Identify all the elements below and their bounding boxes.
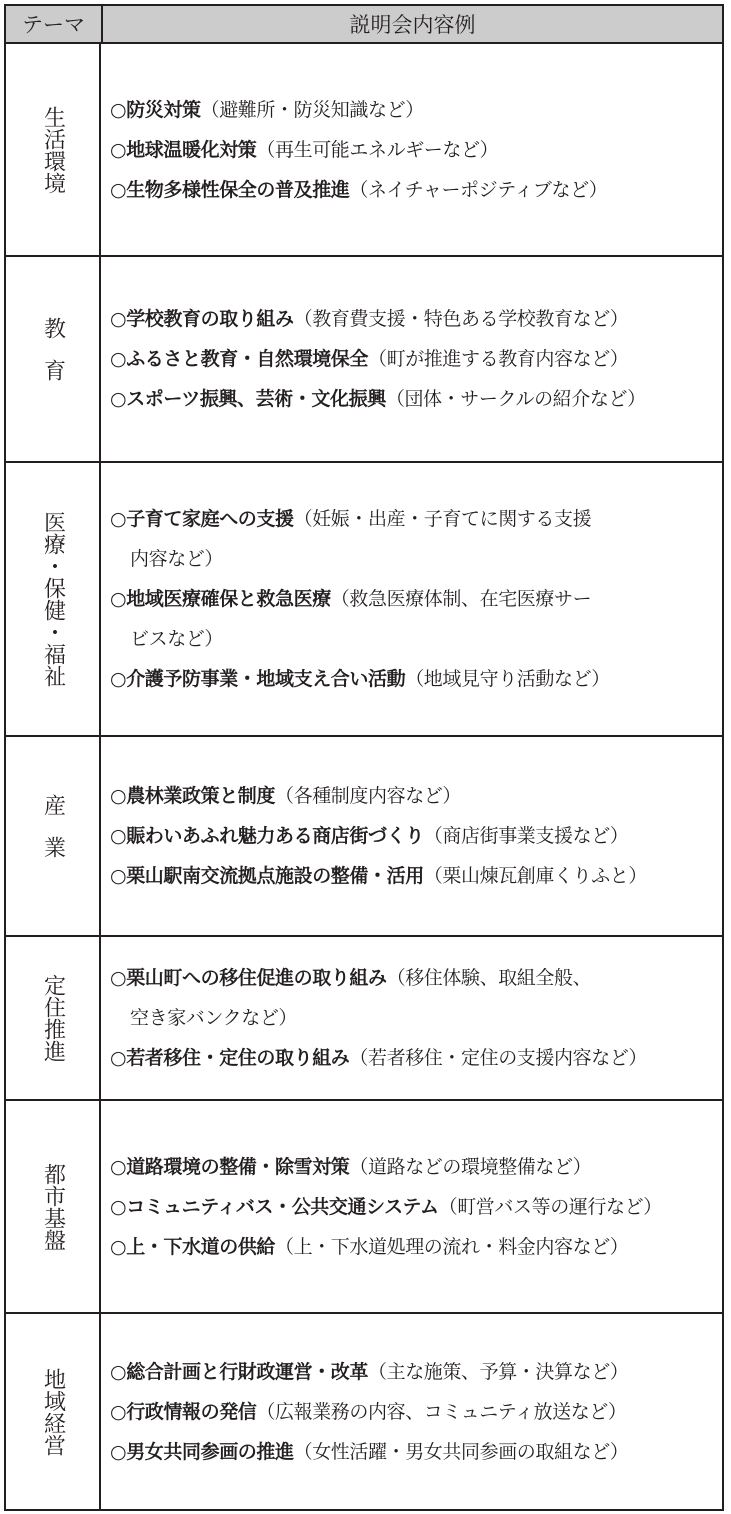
item-detail: （団体・サークルの紹介など） bbox=[385, 388, 646, 410]
list-item bbox=[110, 339, 722, 379]
circle-mark: ○ bbox=[110, 138, 127, 161]
content-cell bbox=[101, 463, 722, 735]
circle-mark: ○ bbox=[110, 1047, 127, 1069]
theme-cell bbox=[6, 1101, 101, 1312]
item-title: 地域医療確保と救急医療 bbox=[126, 588, 331, 610]
item-title: 栗山町への移住促進の取り組み bbox=[126, 967, 387, 989]
item-title: 若者移住・定住の取り組み bbox=[126, 1047, 350, 1069]
item-detail: （主な施策、予算・決算など） bbox=[368, 1360, 629, 1383]
content-cell bbox=[101, 1101, 722, 1312]
list-item bbox=[110, 1392, 722, 1432]
item-title: 防災対策 bbox=[126, 98, 201, 121]
header-examples: 説明会内容例 bbox=[349, 13, 476, 37]
list-item bbox=[110, 1187, 722, 1227]
theme-label: 地域経営 bbox=[40, 1367, 66, 1456]
list-item bbox=[110, 299, 722, 339]
table-row bbox=[4, 1314, 724, 1511]
item-detail: （各種制度内容など） bbox=[275, 785, 462, 807]
item-title: 学校教育の取り組み bbox=[126, 308, 294, 330]
theme-cell bbox=[6, 937, 101, 1099]
circle-mark: ○ bbox=[110, 388, 127, 410]
header-theme: テーマ bbox=[6, 6, 103, 42]
content-cell bbox=[101, 257, 722, 461]
circle-mark: ○ bbox=[110, 967, 127, 989]
circle-mark: ○ bbox=[110, 1155, 127, 1178]
theme-cell bbox=[6, 463, 101, 735]
theme-cell bbox=[6, 737, 101, 935]
circle-mark: ○ bbox=[110, 825, 127, 847]
circle-mark: ○ bbox=[110, 348, 127, 370]
list-item bbox=[110, 816, 722, 856]
theme-label: 産業 bbox=[40, 794, 66, 878]
list-item bbox=[110, 90, 722, 130]
item-detail: （妊娠・出産・子育てに関する支援 bbox=[293, 508, 592, 530]
list-item bbox=[110, 1432, 722, 1472]
item-title: 子育て家庭への支援 bbox=[126, 508, 294, 530]
item-detail: （教育費支援・特色ある学校教育など） bbox=[293, 308, 629, 330]
list-item bbox=[110, 499, 722, 579]
item-detail-continued: 空き家バンクなど） bbox=[130, 1007, 298, 1029]
item-title: 栗山駅南交流拠点施設の整備・活用 bbox=[126, 865, 424, 887]
circle-mark: ○ bbox=[110, 1400, 127, 1423]
item-detail: （ネイチャーポジティブなど） bbox=[349, 178, 608, 201]
circle-mark: ○ bbox=[110, 1235, 127, 1258]
list-item bbox=[110, 130, 722, 170]
list-item bbox=[110, 1147, 722, 1187]
table-row bbox=[4, 1101, 724, 1314]
circle-mark: ○ bbox=[110, 98, 127, 121]
list-item bbox=[110, 170, 722, 210]
item-detail: （女性活躍・男女共同参画の取組など） bbox=[293, 1440, 629, 1463]
table-row bbox=[4, 937, 724, 1101]
circle-mark: ○ bbox=[110, 1195, 127, 1218]
circle-mark: ○ bbox=[110, 1440, 127, 1463]
item-detail: （地域見守り活動など） bbox=[405, 668, 610, 690]
list-item bbox=[110, 1038, 722, 1078]
table-row bbox=[4, 44, 724, 257]
item-title: 総合計画と行財政運営・改革 bbox=[126, 1360, 368, 1383]
content-cell bbox=[101, 1314, 722, 1509]
item-title: 男女共同参画の推進 bbox=[126, 1440, 294, 1463]
item-detail: （若者移住・定住の支援内容など） bbox=[349, 1047, 647, 1069]
list-item bbox=[110, 1227, 722, 1267]
item-title: 生物多様性保全の普及推進 bbox=[126, 178, 350, 201]
item-detail: （再生可能エネルギーなど） bbox=[256, 138, 499, 161]
circle-mark: ○ bbox=[110, 588, 127, 610]
circle-mark: ○ bbox=[110, 865, 127, 887]
item-title: スポーツ振興、芸術・文化振興 bbox=[126, 388, 386, 410]
circle-mark: ○ bbox=[110, 308, 127, 330]
item-detail: （道路などの環境整備など） bbox=[349, 1155, 592, 1178]
item-title: ふるさと教育・自然環境保全 bbox=[126, 348, 368, 370]
table-row bbox=[4, 257, 724, 463]
item-detail-continued: ビスなど） bbox=[130, 628, 224, 650]
theme-label: 都市基盤 bbox=[40, 1162, 66, 1251]
list-item bbox=[110, 1352, 722, 1392]
item-title: 賑わいあふれ魅力ある商店街づくり bbox=[126, 825, 424, 847]
item-detail: （避難所・防災知識など） bbox=[200, 98, 424, 121]
item-title: 介護予防事業・地域支え合い活動 bbox=[126, 668, 406, 690]
list-item bbox=[110, 958, 722, 1038]
list-item bbox=[110, 579, 722, 659]
theme-table bbox=[4, 4, 724, 1511]
circle-mark: ○ bbox=[110, 668, 127, 690]
table-row bbox=[4, 463, 724, 737]
item-detail: （広報業務の内容、コミュニティ放送など） bbox=[256, 1400, 627, 1423]
item-detail: （栗山煉瓦創庫くりふと） bbox=[423, 865, 647, 887]
theme-cell bbox=[6, 1314, 101, 1509]
list-item bbox=[110, 856, 722, 896]
item-title: コミュニティバス・公共交通システム bbox=[126, 1195, 439, 1218]
item-detail: （救急医療体制、在宅医療サー bbox=[330, 588, 592, 610]
item-detail: （町営バス等の運行など） bbox=[438, 1195, 662, 1218]
circle-mark: ○ bbox=[110, 785, 127, 807]
item-title: 地球温暖化対策 bbox=[126, 138, 257, 161]
content-cell bbox=[101, 44, 722, 255]
item-detail: （商店街事業支援など） bbox=[423, 825, 629, 847]
content-cell bbox=[101, 937, 722, 1099]
item-title: 道路環境の整備・除雪対策 bbox=[126, 1155, 350, 1178]
theme-cell bbox=[6, 257, 101, 461]
item-title: 農林業政策と制度 bbox=[126, 785, 275, 807]
item-detail: （上・下水道処理の流れ・料金内容など） bbox=[275, 1235, 629, 1258]
circle-mark: ○ bbox=[110, 178, 127, 201]
list-item bbox=[110, 659, 722, 699]
theme-label: 定住推進 bbox=[40, 974, 66, 1062]
item-title: 行政情報の発信 bbox=[126, 1400, 257, 1423]
item-detail-continued: 内容など） bbox=[130, 548, 224, 570]
circle-mark: ○ bbox=[110, 508, 127, 530]
item-title: 上・下水道の供給 bbox=[126, 1235, 275, 1258]
theme-cell bbox=[6, 44, 101, 255]
item-detail: （移住体験、取組全般、 bbox=[386, 967, 592, 989]
list-item bbox=[110, 379, 722, 419]
content-cell bbox=[101, 737, 722, 935]
item-detail: （町が推進する教育内容など） bbox=[368, 348, 629, 370]
table-header bbox=[4, 4, 724, 44]
table-row bbox=[4, 737, 724, 937]
theme-label: 医療・保健・福祉 bbox=[40, 511, 66, 687]
circle-mark: ○ bbox=[110, 1360, 127, 1383]
theme-label: 生活環境 bbox=[40, 105, 66, 194]
list-item bbox=[110, 776, 722, 816]
theme-label: 教育 bbox=[40, 317, 66, 401]
